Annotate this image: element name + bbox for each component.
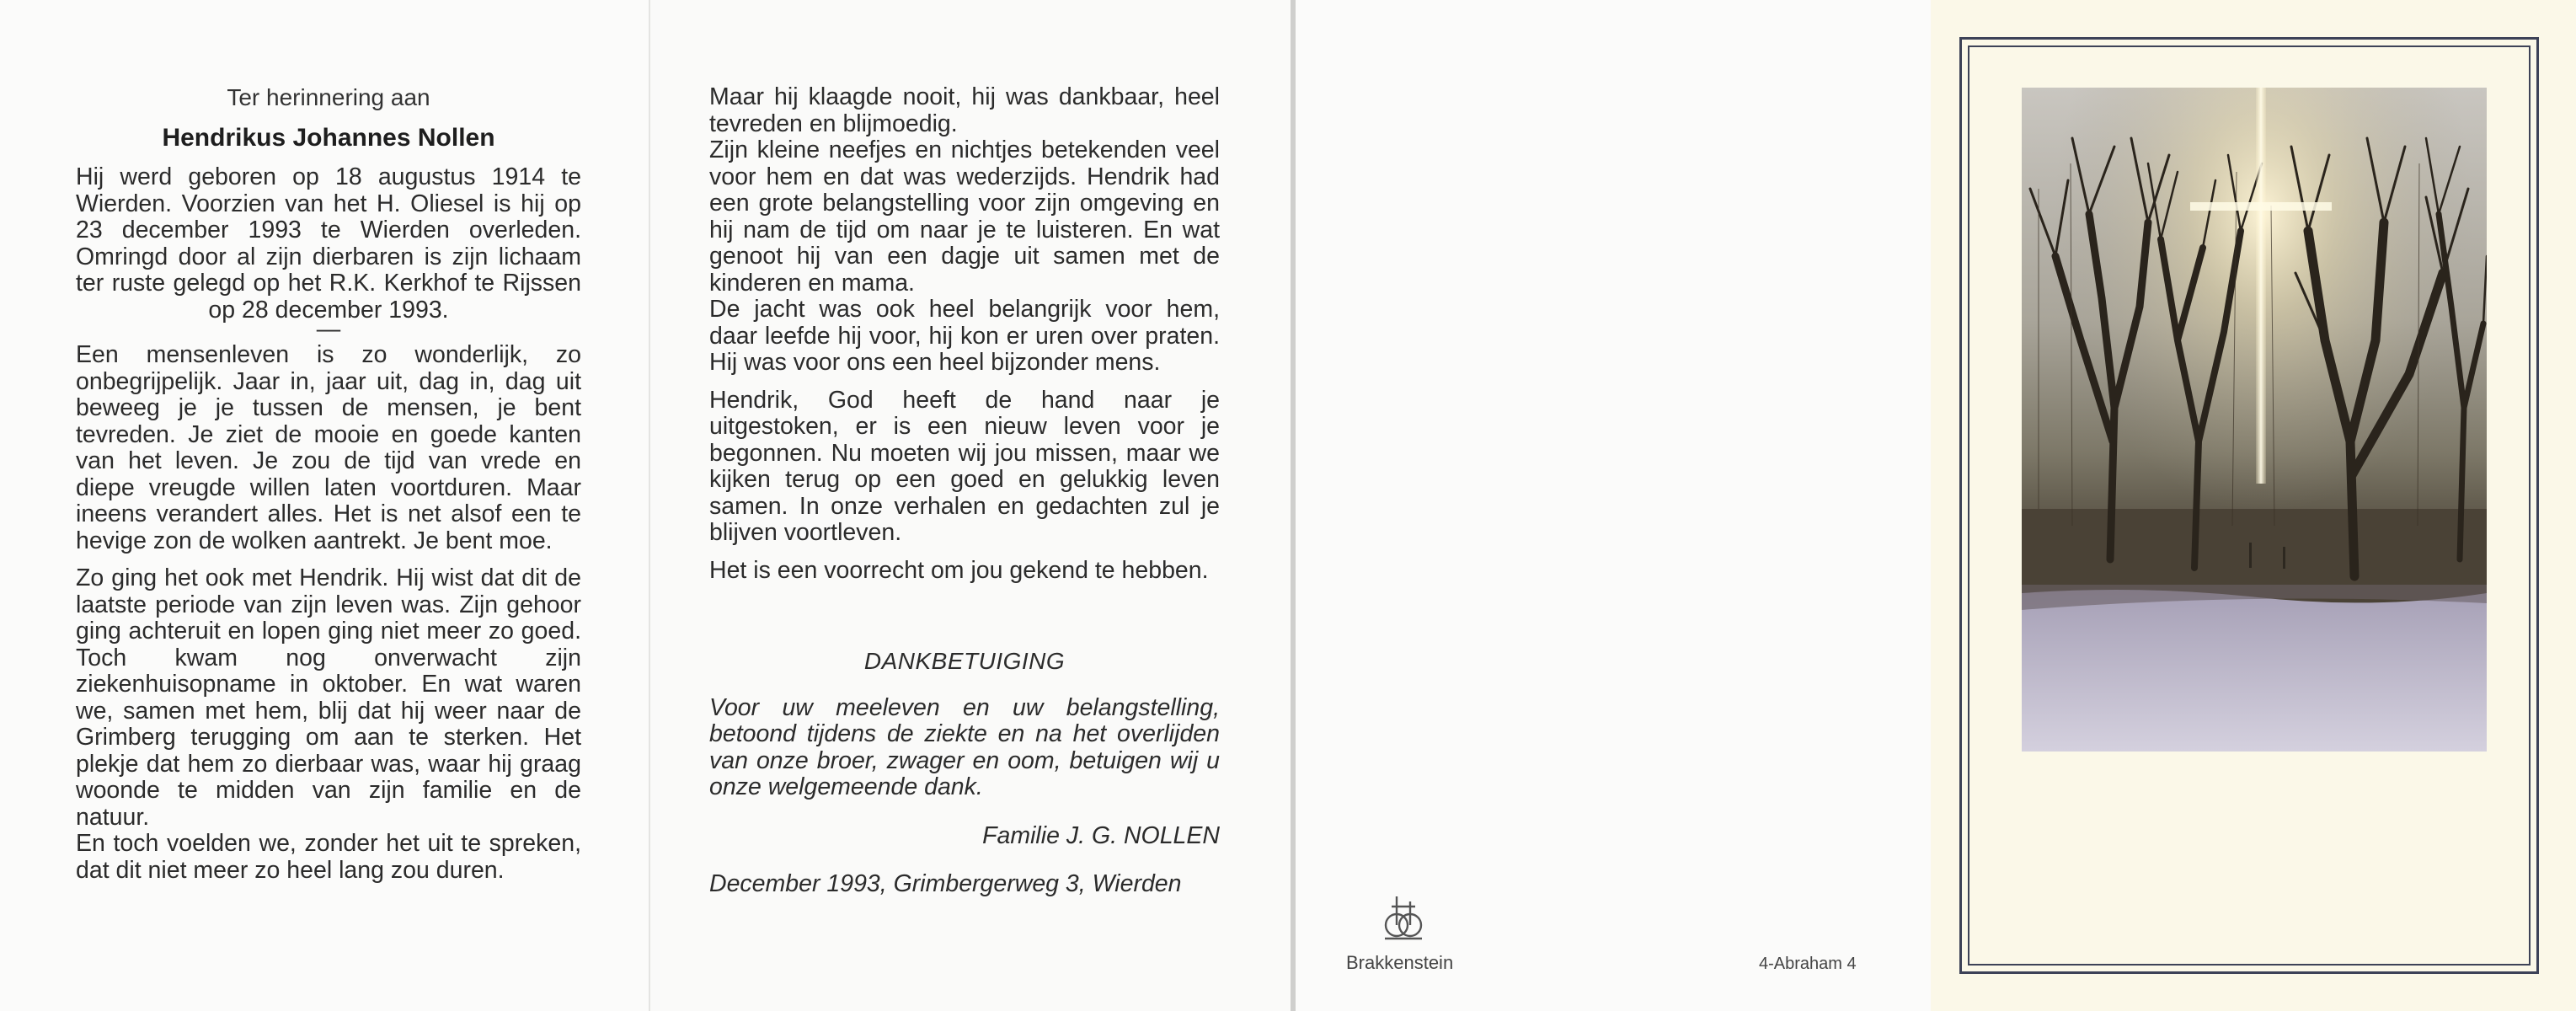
paragraph-right-3: De jacht was ook heel belangrijk voor hem, daar leefde hij voor, hij kon er uren over praten. Hij was voor ons een heel bijzonder mens. — [709, 296, 1220, 376]
paragraph-right-2: Zijn kleine neefjes en nichtjes betekenden veel voor hem en dat was wederzijds. Hendrik had een grote belangstelling voor zijn omgeving en hij nam de tijd om naar je te luisteren. En wat genoot hij van een dagje uit samen met de kinderen en mama. — [709, 136, 1220, 297]
paragraph-left-1: Een mensenleven is zo wonderlijk, zo onbegrijpelijk. Jaar in, jaar uit, dag in, dag uit beweeg je je tussen de mensen, je bent tevreden. Je ziet de mooie en goede kanten van het leven. Je zou de tijd van vrede en diepe vreugde willen laten voortduren. Maar ineens verandert alles. Het is net alsof een te hevige zon de wolken aantrekt. Je bent moe. — [76, 341, 581, 554]
thanks-closing: December 1993, Grimbergerweg 3, Wierden — [709, 870, 1182, 897]
back-cover — [1291, 0, 1931, 1011]
brakkenstein-logo-icon — [1378, 891, 1429, 945]
deceased-name: Hendrikus Johannes Nollen — [162, 123, 495, 152]
cross-over-winter-trees-photo — [2022, 88, 2487, 752]
paragraph-right-5: Het is een voorrecht om jou gekend te hebben. — [709, 556, 1209, 584]
biography: Hij werd geboren op 18 augustus 1914 te Wierden. Voorzien van het H. Oliesel is hij op 23 december 1993 te Wierden overleden. Omringd door al zijn dierbaren is zijn lichaam ter ruste gelegd op het R.K. Kerkhof te Rijssen op 28 december 1993. — [76, 163, 581, 324]
text-column-right — [709, 84, 1220, 898]
paragraph-right-1: Maar hij klaagde nooit, hij was dankbaar, heel tevreden en blijmoedig. — [709, 83, 1220, 137]
inner-page-right — [649, 0, 1291, 1011]
thanks-signature: Familie J. G. NOLLEN — [982, 821, 1220, 849]
paragraph-left-2: Zo ging het ook met Hendrik. Hij wist dat dit de laatste periode van zijn leven was. Zijn gehoor ging achteruit en lopen ging niet meer zo goed. Toch kwam nog onverwacht zijn ziekenhuisopname in oktober. En wat waren we, samen met hem, blij dat hij weer naar de Grimberg terugging om aan te sterken. Het plekje dat hem zo dierbaar was, waar hij graag woonde te midden van zijn familie en de natuur. — [76, 564, 581, 831]
publisher-name: Brakkenstein — [1346, 952, 1454, 973]
intro-line: Ter herinnering aan — [227, 84, 430, 110]
separator: — — [316, 316, 341, 343]
front-cover — [1931, 0, 2576, 1011]
thanks-text: Voor uw meeleven en uw belangstelling, betoond tijdens de ziekte en na het overlijden van onze broer, zwager en oom, betuigen wij u onze welgemeende dank. — [709, 693, 1220, 800]
print-code: 4-Abraham 4 — [1759, 955, 1857, 973]
inner-page-left — [0, 0, 649, 1011]
paragraph-left-3: En toch voelden we, zonder het uit te spreken, dat dit niet meer zo heel lang zou duren. — [76, 830, 581, 884]
text-column-left — [76, 84, 581, 895]
paragraph-right-4: Hendrik, God heeft de hand naar je uitgestoken, er is een nieuw leven voor je begonnen. Nu moeten wij jou missen, maar we kijken terug op een goed en gelukkig leven samen. In onze verhalen en gedachten zul je blijven voortleven. — [709, 386, 1220, 546]
thanks-title: DANKBETUIGING — [863, 648, 1066, 674]
